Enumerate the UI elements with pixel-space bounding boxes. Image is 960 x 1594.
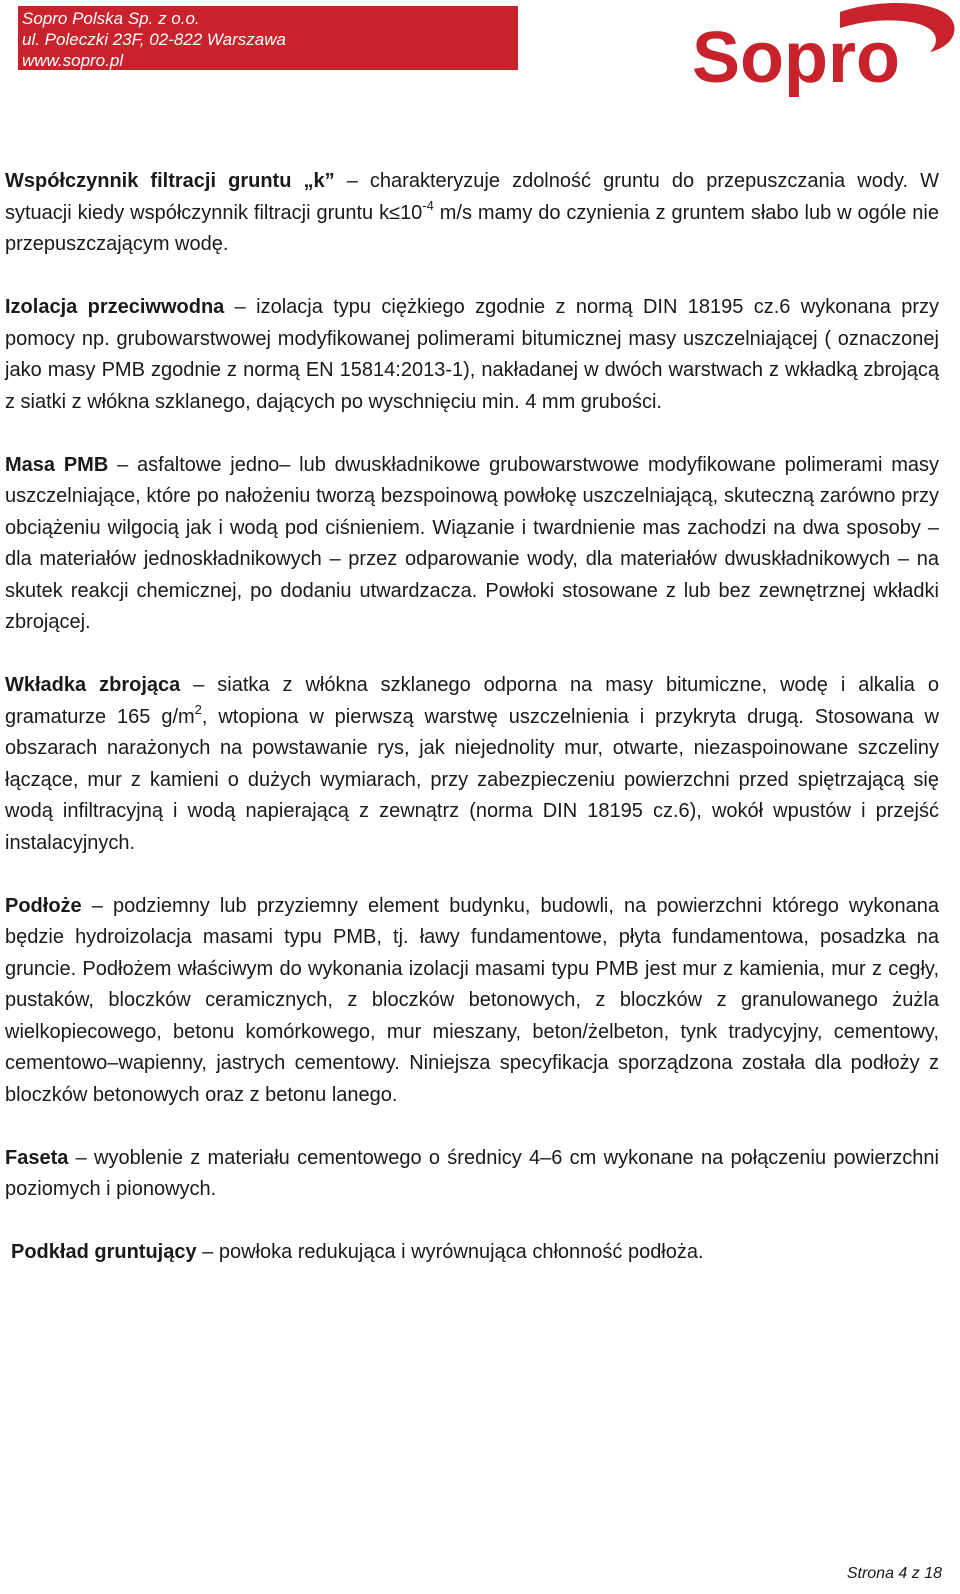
- definition-text: , wtopiona w pierwszą warstwę uszczelnienia i przykryta drugą. Stosowana w obszarach narażonych na powstawanie rys, jak niejednolity mur, otwarte, niezaspoinowane szczeliny łączące, mur z kamieni o dużych wymiarach, przy zabezpieczeniu powierzchni przed spiętrzającą się wodą infiltracyjną i wodą napierającą z zewnątrz (norma DIN 18195 cz.6), wokół wpustów i przejść instalacyjnych.: [5, 705, 939, 854]
- term-label: Wkładka zbrojąca: [5, 674, 181, 696]
- term-label: Faseta: [5, 1146, 69, 1169]
- definition-substrate: [5, 891, 939, 1112]
- company-name: Sopro Polska Sp. z o.o.: [22, 9, 200, 28]
- company-website: www.sopro.pl: [22, 51, 124, 70]
- definition-text: – izolacja typu ciężkiego zgodnie z normą DIN 18195 cz.6 wykonana przy pomocy np. grubowarstwowej modyfikowanej polimerami bitumicznej masy uszczelniającej ( oznaczonej jako masy PMB zgodnie z normą EN 15814:2013-1), nakładanej w dwóch warstwach z wkładką zbrojącą z siatki z włókna szklanego, dających po wyschnięciu min. 4 mm grubości.: [5, 296, 939, 413]
- term-label: Podłoże: [5, 894, 82, 917]
- definition-primer: [5, 1237, 939, 1269]
- definitions-content: [5, 166, 939, 1300]
- definition-text: – asfaltowe jedno– lub dwuskładnikowe grubowarstwowe modyfikowane polimerami masy uszczelniające, które po nałożeniu tworzą bezspoinową powłokę uszczelniającą, skuteczną zarówno przy obciążeniu wilgocią jak i wodą pod ciśnieniem. Wiązanie i twardnienie mas zachodzi na dwa sposoby – dla materiałów jednoskładnikowych – przez odparowanie wody, dla materiałów dwuskładnikowych – na skutek reakcji chemicznej, po dodaniu utwardzacza. Powłoki stosowane z lub bez zewnętrznej wkładki zbrojącej.: [5, 453, 939, 633]
- definition-filtration-coefficient: [5, 166, 939, 261]
- page-number: Strona 4 z 18: [846, 1565, 942, 1582]
- header-company-block: [18, 6, 518, 70]
- term-label: Masa PMB: [5, 453, 109, 476]
- definition-text: – siatka z włókna szklanego odporna na masy bitumiczne, wodę i alkalia o gramaturze 165 g/m: [5, 674, 940, 728]
- superscript: -4: [422, 197, 434, 213]
- definition-text: – powłoka redukująca i wyrównująca chłonność podłoża.: [196, 1241, 704, 1263]
- definition-faseta: [5, 1143, 939, 1206]
- definition-waterproofing: [5, 292, 939, 418]
- logo-text: Sopro: [692, 18, 900, 98]
- definition-reinforcement: [5, 670, 939, 859]
- sopro-logo-icon: [690, 0, 960, 100]
- company-address: ul. Poleczki 23F, 02-822 Warszawa: [22, 30, 286, 49]
- superscript: 2: [194, 701, 202, 717]
- definition-pmb-mass: [5, 450, 939, 639]
- term-label: Izolacja przeciwwodna: [5, 296, 225, 318]
- definition-text: m/s mamy do czynienia z gruntem słabo lub w ogóle nie przepuszczającym wodę.: [5, 201, 939, 255]
- term-label: Podkład gruntujący: [11, 1241, 197, 1263]
- definition-text: – charakteryzuje zdolność gruntu do przepuszczania wody. W sytuacji kiedy współczynnik filtracji gruntu k≤10: [5, 170, 939, 224]
- definition-text: – wyoblenie z materiału cementowego o średnicy 4–6 cm wykonane na połączeniu powierzchni poziomych i pionowych.: [5, 1146, 939, 1200]
- definition-text: – podziemny lub przyziemny element budynku, budowli, na powierzchni którego wykonana będzie hydroizolacja masami typu PMB, tj. ławy fundamentowe, płyta fundamentowa, posadzka na gruncie. Podłożem właściwym do wykonania izolacji masami typu PMB jest mur z kamienia, mur z cegły, pustaków, bloczków ceramicznych, z bloczków betonowych, z bloczków z granulowanego żużla wielkopiecowego, betonu komórkowego, mur mieszany, beton/żelbeton, tynk tradycyjny, cementowy, cementowo–wapienny, jastrych cementowy. Niniejsza specyfikacja sporządzona została dla podłoży z bloczków betonowych oraz z betonu lanego.: [5, 894, 939, 1106]
- term-label: Współczynnik filtracji gruntu „k”: [5, 170, 335, 192]
